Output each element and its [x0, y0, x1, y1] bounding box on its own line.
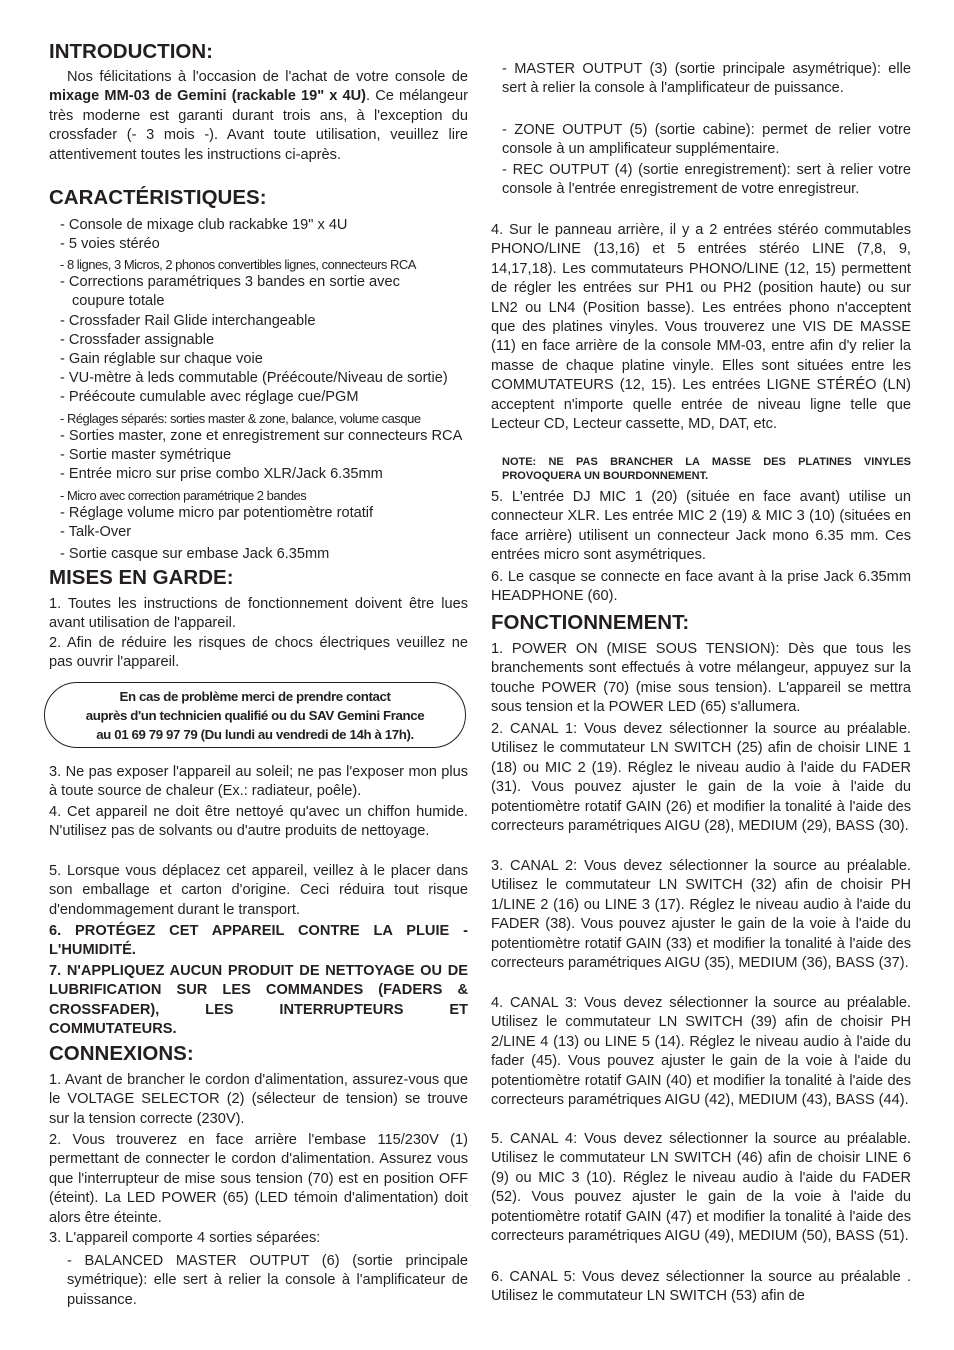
list-item: - Réglage volume micro par potentiomètre rotatif [60, 505, 374, 521]
list-item: 2. Vous trouverez en face arrière l'embase 115/230V (1) permettant de connecter le cordon d'alimentation. Assurez vous que l'interrupteur de mise sous tension (70) est en position OFF (éteint). La LED POWER (65) (LED témoin d'alimentation) doit alors être éteinte. [49, 1132, 468, 1226]
list-item: - 5 voies stéréo [60, 236, 160, 252]
list-item: - 8 lignes, 3 Micros, 2 phonos convertibles lignes, connecteurs RCA [60, 257, 416, 272]
list-item: - Réglages séparés: sorties master & zone, balance, volume casque [60, 411, 421, 426]
list-item: 4. Cet appareil ne doit être nettoyé qu'avec un chiffon humide. N'utilisez pas de solvants ou d'autre produits de nettoyage. [49, 804, 468, 840]
contact-line-1: En cas de problème merci de prendre contact [119, 689, 391, 704]
introduction-paragraph: Nos félicitations à l'occasion de l'achat de votre console de mixage MM-03 de Gemini (rackable 19" x 4U). Ce mélangeur très moderne est garanti durant trois ans, à l'exception du crossfader (- 3 mois -). Avant toute utilisation, veuillez lire attentivement toutes les instructions ci-après. [49, 69, 468, 163]
list-item: 3. Ne pas exposer l'appareil au soleil; ne pas l'exposer mon plus à toute source de chaleur (Ex.: radiateur, poêle). [49, 764, 468, 800]
list-item: - Talk-Over [60, 524, 132, 540]
list-item: 5. Lorsque vous déplacez cet appareil, veillez à le placer dans son emballage et carton d'origine. Ceci réduira tout risque d'endommagement durant le transport. [49, 863, 468, 918]
list-item: - Sortie casque sur embase Jack 6.35mm [60, 546, 330, 562]
list-item: - Micro avec correction paramétrique 2 bandes [60, 488, 307, 503]
introduction-heading: INTRODUCTION: [49, 40, 213, 63]
list-item: 7. N'APPLIQUEZ AUCUN PRODUIT DE NETTOYAGE OU DE LUBRIFICATION SUR LES COMMANDES (FADERS & CROSSFADER), LES INTERRUPTEURS ET COMMUTATEURS. [49, 963, 468, 1038]
list-item: - REC OUTPUT (4) (sortie enregistrement): sert à relier votre console à l'entrée enregistrement de votre enregistreur. [502, 162, 911, 198]
list-item: - Sorties master, zone et enregistrement sur connecteurs RCA [60, 428, 463, 444]
list-item: - Préécoute cumulable avec réglage cue/PGM [60, 389, 359, 405]
list-item: - Entrée micro sur prise combo XLR/Jack 6.35mm [60, 466, 383, 482]
list-item: 3. CANAL 2: Vous devez sélectionner la source au préalable. Utilisez le commutateur LN SWITCH (32) afin de choisir PH 1/LINE 2 (16) ou LINE 3 (17). Réglez le niveau audio à l'aide du FADER (38). Vous pouvez ajuster le gain de la voie à l'aide du potentiomètre rotatif GAIN (33) et modifier la tonalité à l'aide des correcteurs paramétriques AIGU (35), MEDIUM (36), BASS (37). [491, 858, 911, 972]
list-item: coupure totale [72, 293, 165, 309]
list-item: 1. Toutes les instructions de fonctionnement doivent être lues avant utilisation de l'appareil. [49, 596, 468, 632]
list-item: - MASTER OUTPUT (3) (sortie principale asymétrique): elle sert à relier la console à l'amplificateur de puissance. [502, 61, 911, 97]
list-item: 1. POWER ON (MISE SOUS TENSION): Dès que tous les branchements sont effectués à votre mélangeur, appuyez sur la touche POWER (70) (mise sous tension). L'appareil se mettra sous tension et la POWER LED (65) s'allumera. [491, 641, 911, 716]
list-item: - Console de mixage club rackabke 19" x 4U [60, 217, 348, 233]
list-item: - Sortie master symétrique [60, 447, 232, 463]
list-item: 6. CANAL 5: Vous devez sélectionner la source au préalable . Utilisez le commutateur LN SWITCH (53) afin de [491, 1269, 911, 1305]
list-item: - VU-mètre à leds commutable (Préécoute/Niveau de sortie) [60, 370, 448, 386]
list-item: 2. CANAL 1: Vous devez sélectionner la source au préalable. Utilisez le commutateur LN SWITCH (25) afin de choisir LINE 1 (18) ou MIC 2 (19). Réglez le niveau audio à l'aide du FADER (31). Vous pouvez ajuster le gain de la voie à l'aide du potentiomètre rotatif GAIN (26) et modifier la tonalité à l'aide des correcteurs paramétriques AIGU (28), MEDIUM (29), BASS (30). [491, 721, 911, 835]
contact-notice-box [44, 682, 466, 748]
contact-line-3: au 01 69 79 97 79 (Du lundi au vendredi de 14h à 17h). [96, 727, 414, 742]
list-item: 6. PROTÉGEZ CET APPAREIL CONTRE LA PLUIE - L'HUMIDITÉ. [49, 923, 468, 959]
connexions-heading: CONNEXIONS: [49, 1042, 194, 1065]
list-item: - Crossfader assignable [60, 332, 215, 348]
list-item: 3. L'appareil comporte 4 sorties séparées: [49, 1230, 321, 1246]
list-item: 4. CANAL 3: Vous devez sélectionner la source au préalable. Utilisez le commutateur LN SWITCH (39) afin de choisir PH 2/LINE 4 (13) ou LINE 5 (14). Réglez le niveau audio à l'aide du fader (45). Vous pouvez ajuster le gain de la voie à l'aide du potentiomètre rotatif GAIN (40) et modifier la tonalité à l'aide des correcteurs paramétriques AIGU (42), MEDIUM (43), BASS (44). [491, 995, 911, 1109]
caracteristiques-heading: CARACTÉRISTIQUES: [49, 186, 267, 209]
list-item: 5. CANAL 4: Vous devez sélectionner la source au préalable. Utilisez le commutateur LN SWITCH (46) afin de choisir LINE 6 (9) ou MIC 3 (10). Réglez le niveau audio à l'aide du FADER (52). Vous pouvez ajuster le gain de la voie à l'aide du potentiomètre rotatif GAIN (47) et modifier la tonalité à l'aide des correcteurs paramétriques AIGU (49), MEDIUM (50), BASS (51). [491, 1131, 911, 1245]
list-item: 5. L'entrée DJ MIC 1 (20) (située en face avant) utilise un connecteur XLR. Les entrée MIC 2 (19) & MIC 3 (10) (situées en face arrière) utilisent un connecteur Jack mono 6.35 mm. Ces entrées micro sont asymétriques. [491, 489, 911, 564]
list-item: - Crossfader Rail Glide interchangeable [60, 313, 316, 329]
list-item: 1. Avant de brancher le cordon d'alimentation, assurez-vous que le VOLTAGE SELECTOR (2) (sélecteur de tension) se trouve sur la tension correcte (230V). [49, 1072, 468, 1127]
mises-en-garde-heading: MISES EN GARDE: [49, 566, 234, 589]
list-item: - Corrections paramétriques 3 bandes en sortie avec [60, 274, 400, 290]
list-item: 6. Le casque se connecte en face avant à la prise Jack 6.35mm HEADPHONE (60). [491, 569, 911, 605]
list-item: 2. Afin de réduire les risques de chocs électriques veuillez ne pas ouvrir l'appareil. [49, 635, 468, 671]
fonctionnement-heading: FONCTIONNEMENT: [491, 611, 690, 634]
list-item: 4. Sur le panneau arrière, il y a 2 entrées stéréo commutables PHONO/LINE (13,16) et 5 entrées stéréo LINE (7,8, 9, 14,17,18). Les commutateurs PHONO/LINE (12, 15) permettent de régler les entrées sur PH1 ou PH2 (position haute) ou sur LN2 ou LN4 (Position basse). Les entrées phono n'acceptent que des platines vinyles. Vous trouverez une VIS DE MASSE (11) en face arrière de la console MM-03, entre afin d'y relier la masse de chaque platine vinyle. Elles sont situées entre les COMMUTATEURS (12, 15). Les entrées LIGNE STÉRÉO (LN) acceptent n'importe quelle entrée de niveau ligne telle que Lecteur CD, Lecteur cassette, MD, DAT, etc. [491, 222, 911, 433]
list-item: - ZONE OUTPUT (5) (sortie cabine): permet de relier votre console à un amplificateur supplémentaire. [502, 122, 911, 158]
list-item: - Gain réglable sur chaque voie [60, 351, 263, 367]
list-item: - BALANCED MASTER OUTPUT (6) (sortie principale symétrique): elle sert à relier la console à l'amplificateur de puissance. [67, 1253, 468, 1308]
note: NOTE: NE PAS BRANCHER LA MASSE DES PLATINES VINYLES PROVOQUERA UN BOURDONNEMENT. [502, 456, 911, 482]
contact-line-2: auprès d'un technicien qualifié ou du SAV Gemini France [85, 708, 425, 723]
